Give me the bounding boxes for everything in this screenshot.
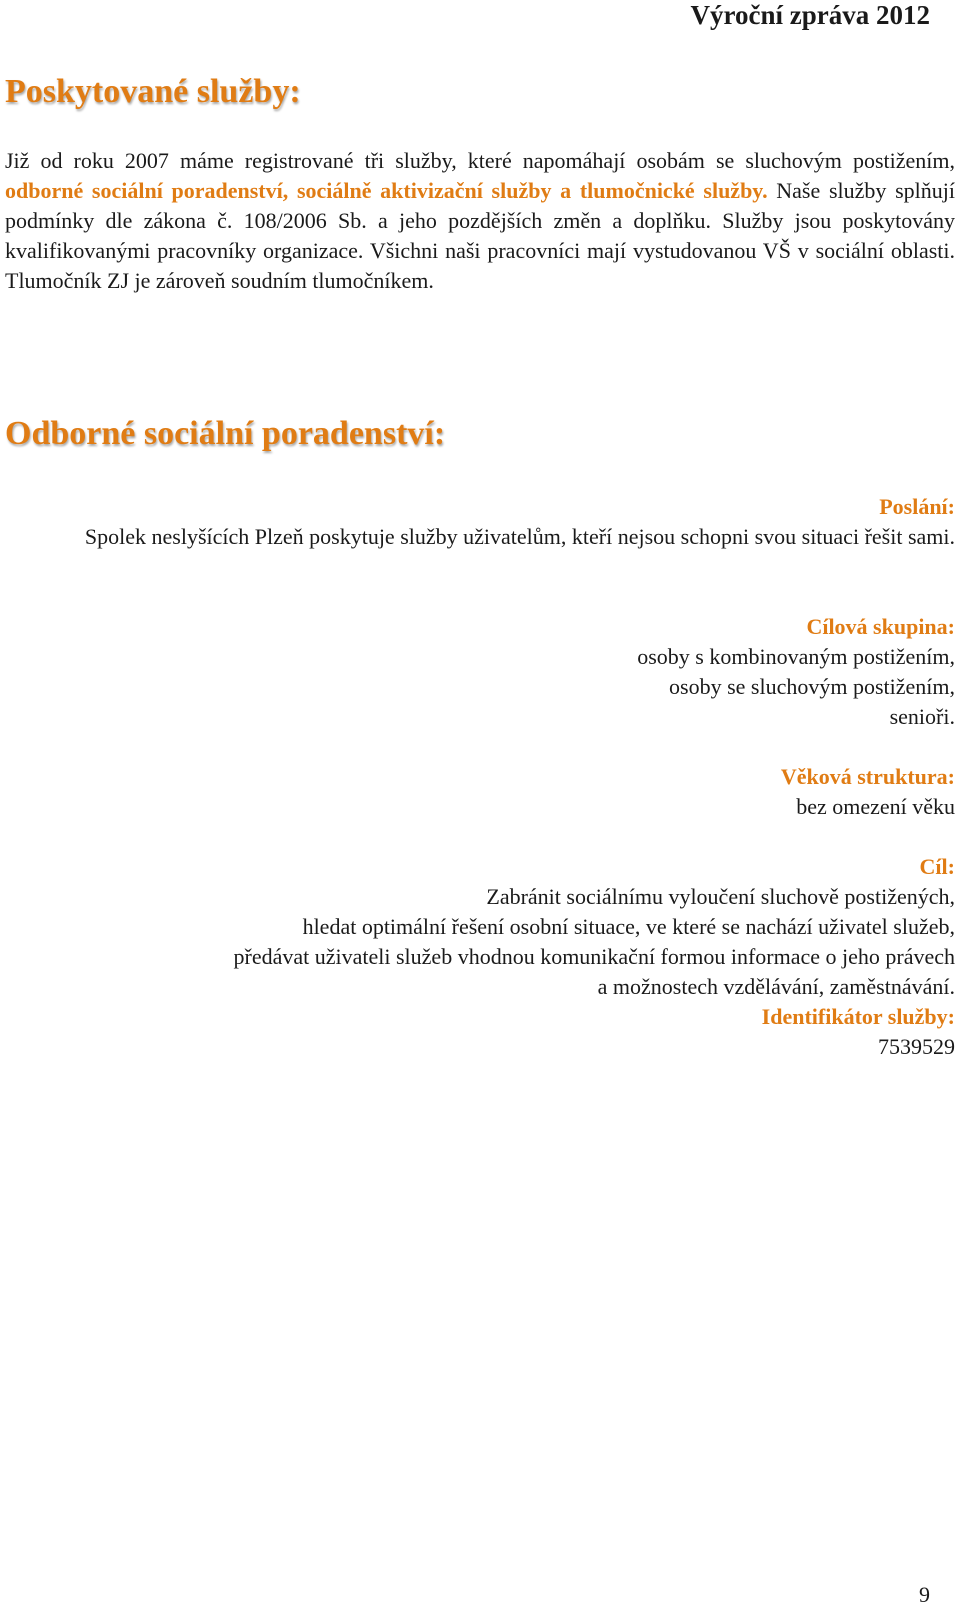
service-identifier-value: 7539529 <box>878 1034 955 1059</box>
age-structure-label: Věková struktura: <box>780 764 955 789</box>
target-group-item: osoby se sluchovým postižením, <box>669 674 955 699</box>
goal-label: Cíl: <box>919 854 955 879</box>
mission-block <box>5 492 955 552</box>
heading-provided-services: Poskytované služby: <box>5 73 301 110</box>
intro-text-end: Naše služby splňují podmínky dle zákona č. 108/2006 Sb. a jeho pozdějších změn a doplňku. Služby jsou poskytovány kvalifikovanými pracovníky organizace. Všichni naši pracovníci mají vystudovanou VŠ v sociální oblasti. Tlumočník ZJ je zároveň soudním tlumočníkem. <box>5 178 955 293</box>
intro-text-start: Již od roku 2007 máme registrované tři služby, které napomáhají osobám se sluchovým postižením, <box>5 148 955 173</box>
heading-counseling: Odborné sociální poradenství: <box>5 415 446 452</box>
intro-services-highlight: odborné sociální poradenství, sociálně aktivizační služby a tlumočnické služby. <box>5 178 768 203</box>
mission-text: Spolek neslyšících Plzeň poskytuje služby uživatelům, kteří nejsou schopni svou situaci řešit sami. <box>84 524 955 549</box>
target-group-label: Cílová skupina: <box>806 614 955 639</box>
intro-paragraph <box>5 146 955 296</box>
target-group-block <box>5 612 955 732</box>
target-group-item: senioři. <box>889 704 955 729</box>
page-number: 9 <box>919 1582 930 1607</box>
target-group-item: osoby s kombinovaným postižením, <box>637 644 955 669</box>
goal-block <box>5 852 955 1002</box>
age-structure-text: bez omezení věku <box>796 794 955 819</box>
service-identifier-label: Identifikátor služby: <box>761 1004 955 1029</box>
service-identifier-block <box>5 1002 955 1062</box>
goal-line: hledat optimální řešení osobní situace, ve které se nachází uživatel služeb, <box>302 914 955 939</box>
report-title: Výroční zpráva 2012 <box>690 0 930 30</box>
goal-line: Zabránit sociálnímu vyloučení sluchově postižených, <box>486 884 955 909</box>
goal-line: a možnostech vzdělávání, zaměstnávání. <box>597 974 955 999</box>
goal-line: předávat uživateli služeb vhodnou komunikační formou informace o jeho právech <box>233 944 955 969</box>
age-structure-block <box>5 762 955 822</box>
mission-label: Poslání: <box>879 494 955 519</box>
